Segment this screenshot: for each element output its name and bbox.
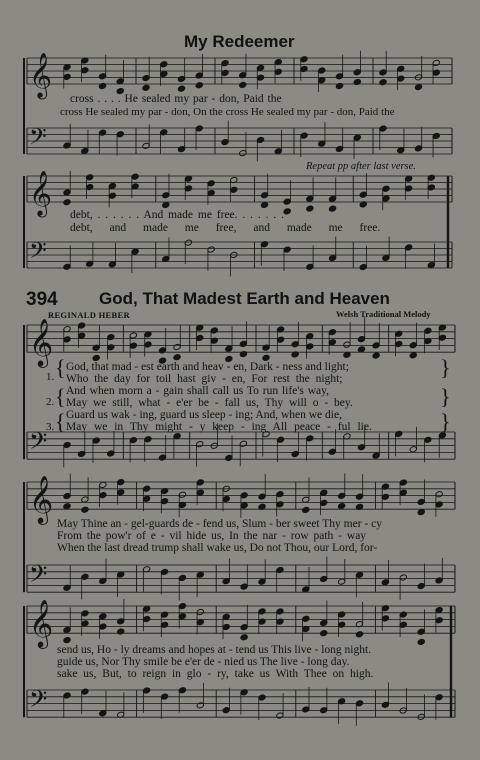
lyric-line: guide us, Nor Thy smile be e'er de - nied us The live - long day.: [57, 656, 350, 668]
note-head: [240, 634, 248, 641]
note-head: [357, 346, 365, 353]
note-head: [173, 354, 181, 361]
lyric-line: May we in Thy might - y keep - ing All peace - ful lie.: [66, 421, 372, 433]
note-head: [372, 352, 380, 359]
lyric-line: send us, Ho - ly dreams and hopes at - tend us This live - long night.: [57, 644, 372, 656]
note-head: [63, 503, 71, 510]
note-head: [355, 631, 363, 638]
lyric-line: sake us, But, to reign in glo - ry, take us With Thee on high.: [57, 668, 374, 680]
lyric-line: cross He sealed my par - don, On the cross He sealed my par - don, Paid the: [60, 106, 395, 118]
note-head: [239, 351, 247, 358]
lyric-line: cross . . . . He sealed my par - don, Paid the: [70, 93, 282, 105]
clef-icon: 𝄞: [29, 171, 53, 216]
note-head: [283, 208, 291, 215]
note-head: [162, 201, 170, 208]
lyric-line: debt, . . . . . . And made me free. . . . . . .: [70, 209, 285, 221]
tune-name: Welsh Traditional Melody: [336, 309, 431, 319]
performance-direction: Repeat pp after last verse.: [306, 161, 416, 172]
lyric-line: May Thine an - gel-guards de - fend us, Slum - ber sweet Thy mer - cy: [57, 518, 382, 530]
note-head: [417, 509, 425, 516]
hymnal-page: 𝄞 𝄢 𝄞 𝄢 𝄞 𝄢 𝄞 𝄢 𝄞 𝄢 My Redeemer cross . . . . He sealed my par - don, Paid the cross He sealed my par - don, On the cross He sealed my par - don, Paid the Repeat pp after last verse. debt, . . . . . . And made me free. . . . . . . debt, and made me free, and made me free. 394 God, That Madest Earth and Heaven REGINALD HEBER Welsh Traditional Melody { { { } } } 1. 2. 3. God, that mad - est earth and heav - en, Dark - ness and light; Who the day for toil hast giv - en, For rest the night; And when morn a - gain shall call us To run life's way, May we still, what - e'er be - fall us, Thy will o - bey. Guard us wak - ing, guard us sleep - ing; And, when we die, May we in Thy might - y keep - ing All peace - ful lie. May Thine an - gel-guards de - fend us, Slum - ber sweet Thy mer - cy From the pow'r of e - vil hide us, In the nar - row path - way When the last dread trump shall wake us, Do not Thou, our Lord, for- send us, Ho - ly dreams and hopes at - tend us This live - long night. guide us, Nor Thy smile be e'er de - nied us The live - long day. sake us, But, to reign in glo - ry, take us With Thee on high.: [0, 0, 480, 760]
note-head: [302, 506, 310, 513]
lyric-line: Guard us wak - ing, guard us sleep - ing; And, when we die,: [66, 409, 342, 421]
note-head: [98, 83, 106, 90]
clef-icon: 𝄞: [29, 318, 54, 367]
note-head: [177, 85, 185, 92]
lyric-line: Who the day for toil hast giv - en, For rest the night;: [66, 373, 343, 385]
clef-icon: 𝄞: [29, 53, 53, 98]
clef-icon: 𝄢: [29, 684, 48, 719]
note-head: [63, 637, 71, 644]
note-head: [117, 628, 125, 635]
lyric-line: God, that mad - est earth and heav - en, Dark - ness and light;: [66, 361, 349, 373]
lyric-line: debt, and made me free, and made me free.: [70, 222, 381, 234]
author: REGINALD HEBER: [48, 310, 130, 320]
note-head: [379, 79, 387, 86]
hymn-title: My Redeemer: [184, 32, 295, 51]
note-head: [353, 78, 361, 85]
note-head: [329, 205, 337, 212]
lyric-line: When the last dread trump shall wake us, Do not Thou, our Lord, for-: [57, 542, 378, 554]
note-head: [414, 84, 422, 91]
note-head: [338, 503, 346, 510]
verse-number: 2.: [46, 396, 55, 408]
note-head: [142, 84, 150, 91]
clef-icon: 𝄢: [29, 426, 48, 461]
lyric-line: From the pow'r of e - vil hide us, In the nar - row path - way: [57, 530, 367, 542]
note-head: [239, 81, 247, 88]
verse-number: 1.: [46, 371, 55, 383]
note-head: [306, 205, 314, 212]
note-head: [63, 199, 71, 206]
clef-icon: 𝄢: [29, 238, 47, 270]
note-head: [195, 82, 203, 89]
note-head: [81, 506, 89, 513]
clef-icon: 𝄞: [29, 475, 54, 524]
clef-icon: 𝄢: [29, 124, 47, 156]
clef-icon: 𝄞: [29, 599, 54, 648]
clef-icon: 𝄢: [29, 559, 48, 594]
note-head: [320, 630, 328, 637]
hymn-number: 394: [26, 289, 58, 310]
note-head: [260, 201, 268, 208]
note-head: [335, 82, 343, 89]
note-head: [417, 638, 425, 645]
lyric-line: May we still, what - e'er be - fall us, Thy will o - bey.: [66, 397, 353, 409]
note-head: [409, 352, 417, 359]
hymn-title: God, That Madest Earth and Heaven: [99, 289, 390, 308]
verse-number: 3.: [46, 421, 55, 433]
lyric-line: And when morn a - gain shall call us To run life's way,: [66, 385, 330, 397]
